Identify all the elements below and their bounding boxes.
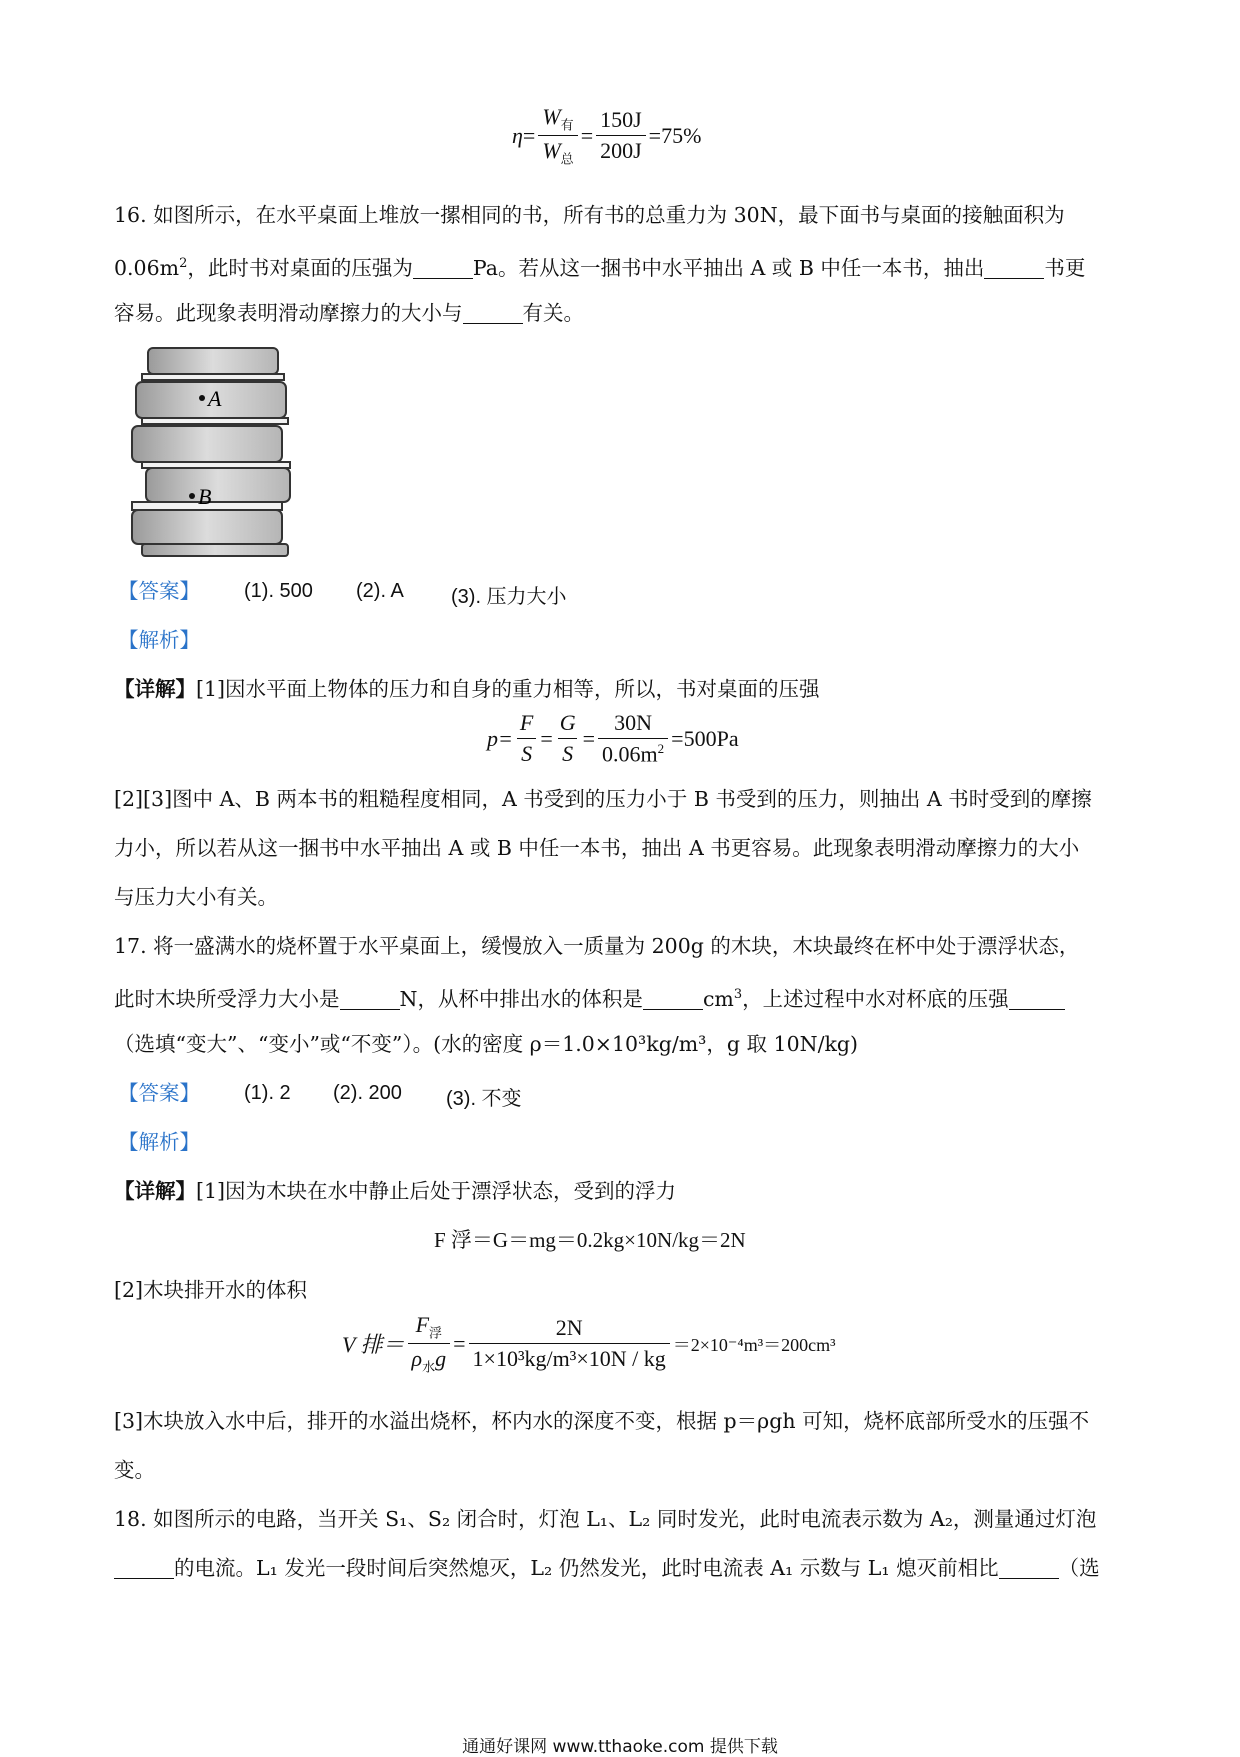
point-a-dot [199,395,205,401]
q17-detail-line2: [2]木块排开水的体积 [114,1278,308,1302]
page-footer: 通通好课网 www.tthaoke.com 提供下载 [462,1737,778,1757]
book [148,348,278,374]
book [142,544,288,556]
answer-tag: 【答案】 [118,1081,200,1105]
answer-3: (3). 压力大小 [451,586,567,608]
pressure-equation: p= $\frac{F}{S}$ = $\frac{G}{S}$ = $\frac{30N}{0.06m^2}$ =500Pa [487,710,739,767]
buoyancy-equation: F 浮＝G＝mg＝0.2kg×10N/kg＝2N [434,1228,746,1252]
book [142,374,284,380]
efficiency-equation: η = $\frac{W_有}{W_总}$ = $\frac{150J}{200J}$ =75% [512,104,702,167]
answer-tag: 【答案】 [118,579,200,603]
q18-text-line2: 的电流。L₁ 发光一段时间后突然熄灭，L₂ 仍然发光，此时电流表 A₁ 示数与 L₁ 熄灭前相比 （选 [114,1553,1100,1583]
book [142,418,288,424]
volume-equation: V 排＝ $\frac{F_浮}{\rho_水g}$ = $\frac{2N}{\text{1×10³kg/m³×10N / kg}}$ ＝2×10⁻⁴m³＝200cm³ [342,1312,836,1375]
answer-2: (2). A [356,580,404,602]
answer-blank [340,987,400,1010]
answer-blank [643,987,703,1010]
q17-text-line3: （选填“变大”、“变小”或“不变”）。(水的密度 ρ＝1.0×10³kg/m³，g 取 10N/kg) [114,1032,859,1056]
book [146,468,290,502]
q16-text-line2: $0.06m^2$，此时书对桌面的压强为 Pa。若从这一捆书中水平抽出 A 或 B 中任一本书，抽出 书更 [114,255,1086,280]
q17-text-line1: 17. 将一盛满水的烧杯置于水平桌面上，缓慢放入一质量为 200g 的木块，木块最终在杯中处于漂浮状态， [114,934,1080,958]
answer-2: (2). 200 [333,1082,402,1104]
q16-text-line3: 容易。此现象表明滑动摩擦力的大小与 有关。 [114,301,584,325]
label-b: B [198,484,212,509]
book-stack-figure [128,346,308,558]
q16-detail-line2: [2][3]图中 A、B 两本书的粗糙程度相同，A 书受到的压力小于 B 书受到的压力，则抽出 A 书时受到的摩擦 [114,787,1092,811]
answer-blank [463,301,523,324]
answer-blank [984,256,1044,279]
q17-text-line2: 此时木块所受浮力大小是 N，从杯中排出水的体积是 $cm^3$，上述过程中水对杯底的压强 [114,980,1065,1014]
q16-detail-line3: 力小，所以若从这一捆书中水平抽出 A 或 B 中任一本书，抽出 A 书更容易。此现象表明滑动摩擦力的大小 [114,836,1080,860]
answer-blank [413,256,473,279]
q16-text-line1: 16. 如图所示，在水平桌面上堆放一摞相同的书，所有书的总重力为 30N，最下面书与桌面的接触面积为 [114,203,1065,227]
answer-1: (1). 500 [244,580,313,602]
answer-3: (3). 不变 [446,1088,522,1110]
answer-1: (1). 2 [244,1082,291,1104]
q18-text-line1: 18. 如图所示的电路，当开关 S₁、S₂ 闭合时，灯泡 L₁、L₂ 同时发光，此时电流表示数为 A₂，测量通过灯泡 [114,1507,1097,1531]
book [132,426,282,462]
analysis-tag: 【解析】 [118,1130,200,1154]
answer-blank [114,1556,174,1579]
book [132,510,282,544]
q16-detail-line4: 与压力大小有关。 [114,885,278,909]
label-a: A [208,386,222,411]
answer-blank [1009,987,1065,1010]
point-b-dot [189,493,195,499]
q17-detail-line3: [3]木块放入水中后，排开的水溢出烧杯，杯内水的深度不变，根据 p＝ρgh 可知，烧杯底部所受水的压强不 [114,1409,1090,1433]
analysis-tag: 【解析】 [118,628,200,652]
q17-detail-line1: 【详解】[1]因为木块在水中静止后处于漂浮状态，受到的浮力 [114,1179,677,1203]
q16-detail-line1: 【详解】[1]因水平面上物体的压力和自身的重力相等，所以，书对桌面的压强 [114,677,820,701]
q17-detail-line4: 变。 [114,1458,155,1482]
answer-blank [999,1556,1059,1579]
